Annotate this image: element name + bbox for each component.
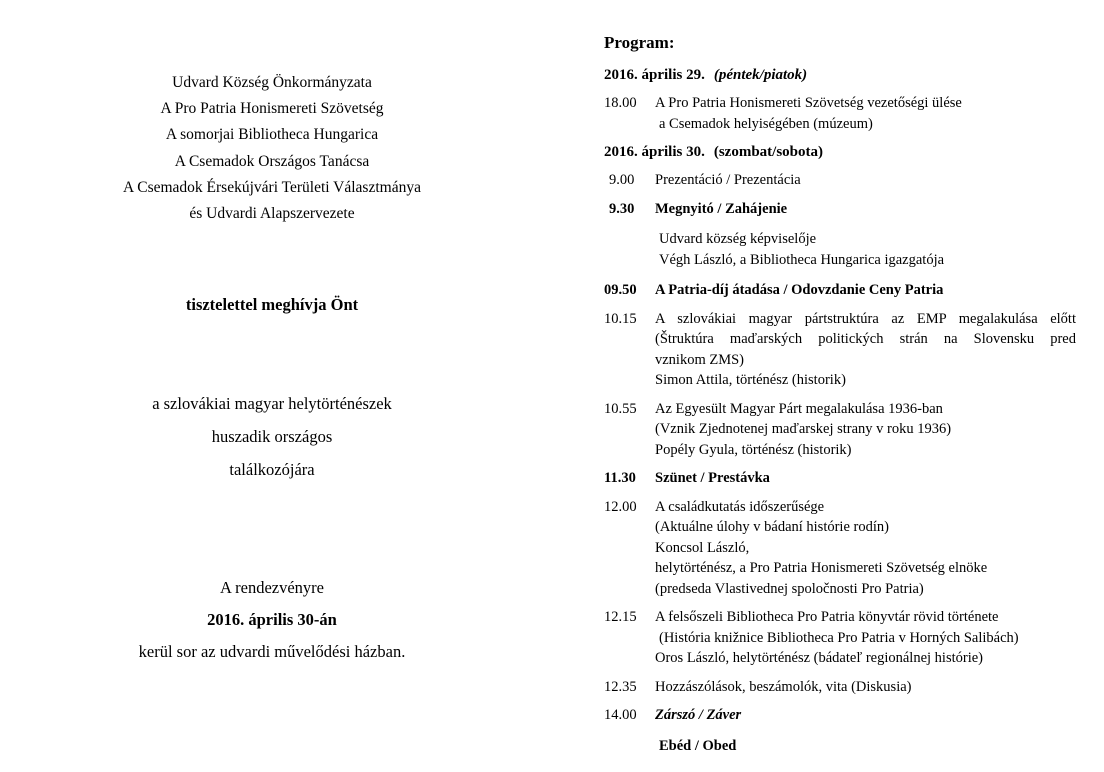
entry-line: A felsőszeli Bibliotheca Pro Patria könyvtár rövid története <box>655 609 999 625</box>
entry-body <box>655 399 1076 461</box>
entry-line: (Vznik Zjednotenej maďarskej strany v roku 1936) <box>655 421 952 437</box>
entry-line: Szünet / Prestávka <box>655 470 770 486</box>
organizer-line-5: A Csemadok Érsekújvári Területi Választmánya <box>123 178 421 196</box>
program-entry <box>604 170 1076 191</box>
day-heading-2 <box>604 142 1076 162</box>
entry-body <box>655 468 1076 489</box>
entry-line: vznikom ZMS) <box>655 351 745 368</box>
entry-line: A Patria-díj átadása / Odovzdanie Ceny Patria <box>655 282 944 298</box>
entry-time: 12.15 <box>604 609 637 625</box>
entry-line: Az Egyesült Magyar Párt megalakulása 1936-ban <box>655 400 943 417</box>
organizer-line-4: A Csemadok Országos Tanácsa <box>174 152 370 170</box>
entry-time: 18.00 <box>604 95 637 111</box>
entry-line: Udvard község képviselője <box>659 231 817 247</box>
program-entry <box>604 280 1076 301</box>
entry-line: A Pro Patria Honismereti Szövetség vezetőségi ülése <box>655 95 962 111</box>
entry-line: helytörténész, a Pro Patria Honismereti Szövetség elnöke <box>655 560 988 576</box>
program-entry <box>604 497 1076 600</box>
closing-line-1: A rendezvényre <box>220 578 324 598</box>
program-entry <box>604 199 1076 220</box>
entry-line: Simon Attila, történész (historik) <box>655 372 846 388</box>
organizer-line-1: Udvard Község Önkormányzata <box>172 74 372 91</box>
day-1-date: 2016. április 29. <box>604 67 705 83</box>
program-entry <box>604 677 1076 698</box>
entry-line: Popély Gyula, történész (historik) <box>655 441 852 458</box>
event-line-2: huszadik országos <box>211 427 333 447</box>
day-heading-1 <box>604 65 1076 85</box>
program-entry <box>604 229 1076 270</box>
entry-time: 9.30 <box>609 200 635 217</box>
entry-line: Zárszó / Záver <box>655 707 742 723</box>
entry-line: (Aktuálne úlohy v bádaní histórie rodín) <box>655 519 889 535</box>
entry-time: 14.00 <box>604 707 637 723</box>
entry-line: Ebéd / Obed <box>659 737 737 754</box>
top-spacer <box>36 0 508 70</box>
entry-time: 11.30 <box>604 470 636 486</box>
entry-time: 10.55 <box>604 400 637 417</box>
entry-line: Koncsol László, <box>655 539 750 556</box>
program-entry <box>604 309 1076 391</box>
entry-body <box>655 607 1076 669</box>
entry-body <box>655 229 1076 270</box>
entry-body <box>655 93 1076 134</box>
entry-time: 12.00 <box>604 498 637 515</box>
spacer-before-event <box>36 321 508 387</box>
entry-body <box>655 497 1076 600</box>
entry-line: Prezentáció / Prezentácia <box>655 172 801 188</box>
entry-body <box>655 736 1076 757</box>
organizer-line-6: és Udvardi Alapszervezete <box>189 205 355 223</box>
spacer-before-invite <box>36 227 508 289</box>
organizer-line-3: A somorjai Bibliotheca Hungarica <box>165 126 379 144</box>
day-1-dayname: (péntek/piatok) <box>713 67 808 83</box>
day-2-date: 2016. április 30. <box>604 144 705 160</box>
entry-line: A szlovákiai magyar pártstruktúra az EMP megalakulása előtt <box>655 310 1076 327</box>
program-entry <box>604 607 1076 669</box>
event-line-3: találkozójára <box>229 460 315 480</box>
entry-body <box>655 170 1076 191</box>
entry-line: (predseda Vlastivednej spoločnosti Pro Patria) <box>655 580 924 597</box>
program-entry <box>604 705 1076 726</box>
invitation-column <box>36 0 508 772</box>
entry-body <box>655 199 1076 220</box>
entry-time: 9.00 <box>609 172 635 188</box>
entry-line: Oros László, helytörténész (bádateľ regionálnej histórie) <box>655 650 983 666</box>
entry-line: Hozzászólások, beszámolók, vita (Diskusia) <box>655 678 912 695</box>
entry-line: (Štruktúra maďarských politických strán na Slovensku pred <box>655 331 1076 347</box>
entry-time: 09.50 <box>604 282 637 298</box>
spacer-before-closing <box>36 486 508 572</box>
closing-date: 2016. április 30-án <box>207 610 337 630</box>
entry-body <box>655 309 1076 391</box>
program-title: Program: <box>604 33 675 52</box>
program-entry <box>604 736 1076 757</box>
program-column <box>604 32 1076 764</box>
invite-line: tisztelettel meghívja Önt <box>185 295 359 315</box>
organizer-line-2: A Pro Patria Honismereti Szövetség <box>160 100 384 118</box>
program-entry <box>604 93 1076 134</box>
entry-body <box>655 280 1076 301</box>
program-entry <box>604 399 1076 461</box>
entry-body <box>655 677 1076 698</box>
program-entry <box>604 468 1076 489</box>
entry-time: 10.15 <box>604 310 637 327</box>
entry-time: 12.35 <box>604 678 637 695</box>
closing-venue: kerül sor az udvardi művelődési házban. <box>138 642 406 662</box>
entry-line: (História knižnice Bibliotheca Pro Patria v Horných Salibách) <box>659 629 1019 646</box>
entry-line: Megnyitó / Zahájenie <box>655 200 788 217</box>
entry-line: A családkutatás időszerűsége <box>655 498 825 515</box>
entry-body <box>655 705 1076 726</box>
entry-line: Végh László, a Bibliotheca Hungarica igazgatója <box>659 251 945 268</box>
entry-line: a Csemadok helyiségében (múzeum) <box>659 115 873 132</box>
event-line-1: a szlovákiai magyar helytörténészek <box>152 394 392 414</box>
day-2-dayname: (szombat/sobota) <box>713 144 824 160</box>
